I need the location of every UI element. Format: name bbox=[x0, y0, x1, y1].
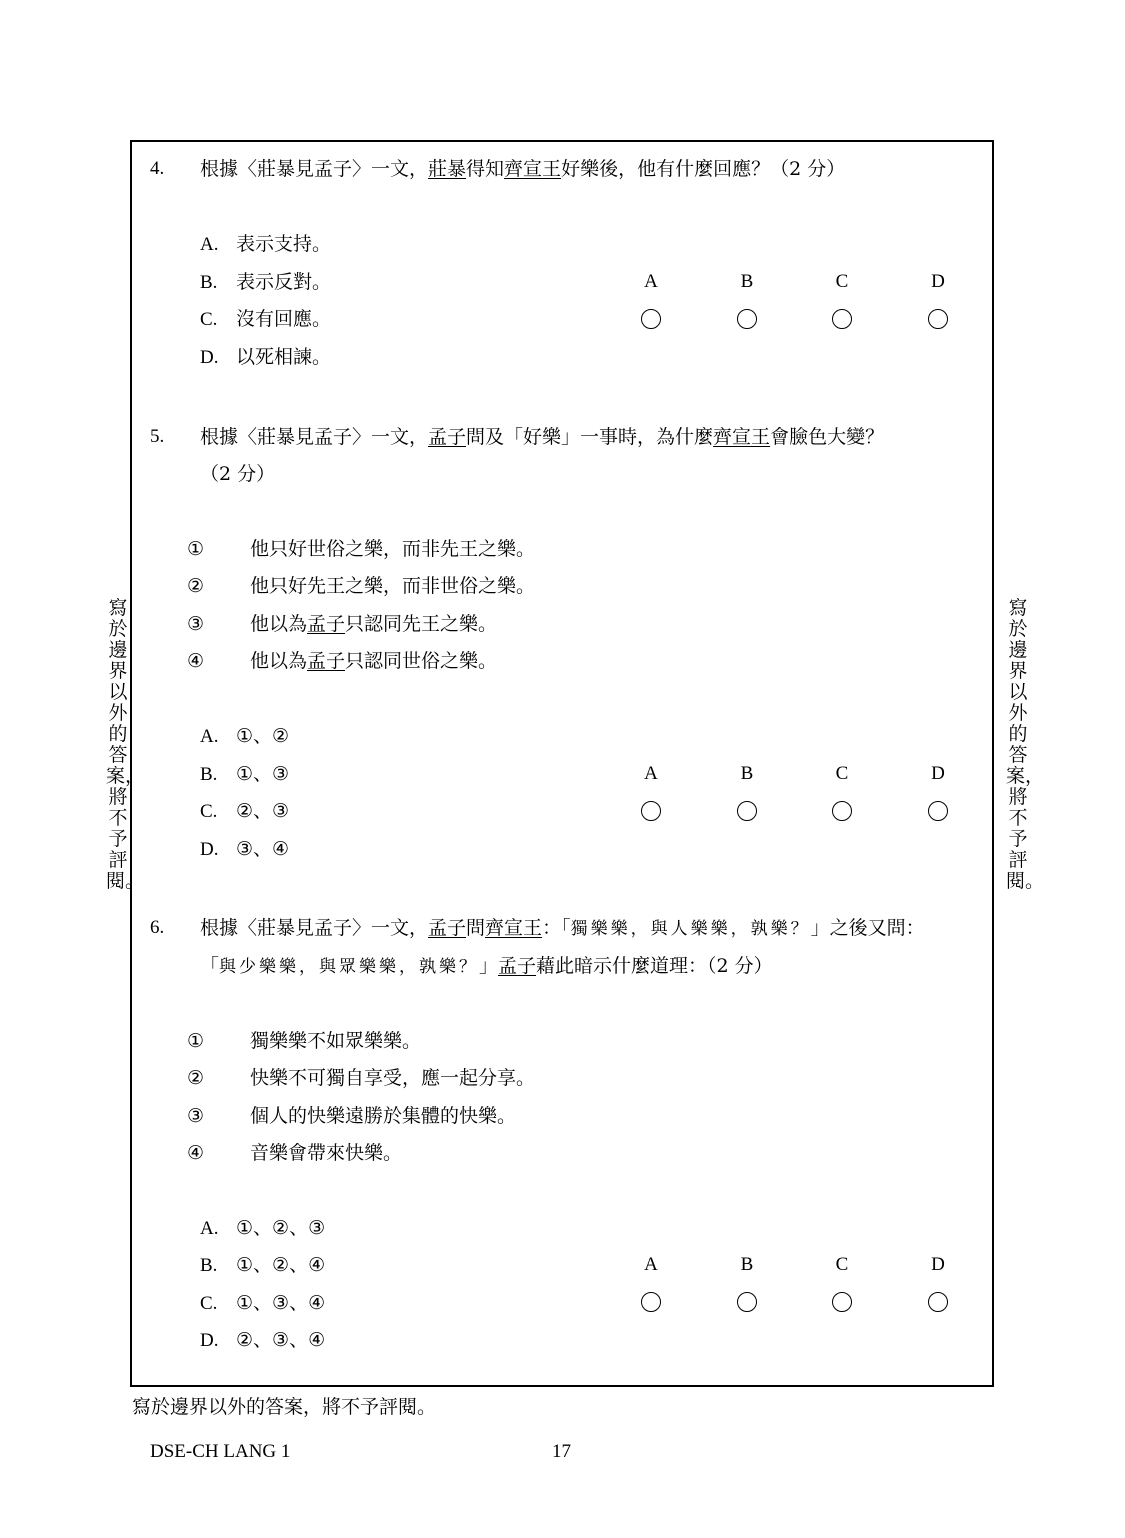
q6-statement-3: ③ 個人的快樂遠勝於集體的快樂。 bbox=[187, 1105, 517, 1127]
q6-choice-label-b: B bbox=[740, 1254, 754, 1275]
q4-choice-label-a: A bbox=[644, 271, 658, 292]
q4-bubble-a[interactable] bbox=[641, 309, 661, 329]
q5-statement-3: ③ 他以為孟子只認同先王之樂。 bbox=[187, 613, 498, 635]
q6-choice-label-c: C bbox=[835, 1254, 849, 1275]
q6-statement-1: ① 獨樂樂不如眾樂樂。 bbox=[187, 1030, 422, 1052]
q6-bubble-c[interactable] bbox=[832, 1292, 852, 1312]
q5-statement-1: ① 他只好世俗之樂，而非先王之樂。 bbox=[187, 538, 536, 560]
q5-option-c: C. ②、③ bbox=[200, 800, 290, 822]
q4-number: 4. bbox=[150, 158, 165, 179]
q4-option-c: C. 沒有回應。 bbox=[200, 308, 332, 330]
q6-statement-2: ② 快樂不可獨自享受，應一起分享。 bbox=[187, 1067, 536, 1089]
q4-option-b: B. 表示反對。 bbox=[200, 271, 332, 293]
q4-stem: 根據〈莊暴見孟子〉一文，莊暴得知齊宣王好樂後，他有什麼回應？（2 分） bbox=[200, 158, 846, 180]
side-note-right: 寫於邊界以外的答案，將不予評閱。 bbox=[1006, 597, 1045, 892]
q6-option-a: A. ①、②、③ bbox=[200, 1217, 326, 1239]
q4-bubble-b[interactable] bbox=[737, 309, 757, 329]
q6-option-c: C. ①、③、④ bbox=[200, 1292, 326, 1314]
q4-bubble-c[interactable] bbox=[832, 309, 852, 329]
q4-option-a: A. 表示支持。 bbox=[200, 233, 332, 255]
q5-bubble-c[interactable] bbox=[832, 801, 852, 821]
q4-choice-label-c: C bbox=[835, 271, 849, 292]
q5-bubble-a[interactable] bbox=[641, 801, 661, 821]
q6-bubble-b[interactable] bbox=[737, 1292, 757, 1312]
q5-choice-label-b: B bbox=[740, 763, 754, 784]
q5-choice-label-d: D bbox=[931, 763, 945, 784]
q4-choice-label-b: B bbox=[740, 271, 754, 292]
q6-option-d: D. ②、③、④ bbox=[200, 1329, 326, 1351]
q4-option-d: D. 以死相諫。 bbox=[200, 346, 332, 368]
q6-stem-line2: 「與少樂樂，與眾樂樂，孰樂？」孟子藉此暗示什麼道理：（2 分） bbox=[200, 955, 773, 977]
q5-option-b: B. ①、③ bbox=[200, 763, 290, 785]
side-note-left: 寫於邊界以外的答案，將不予評閱。 bbox=[106, 597, 145, 892]
q5-choice-label-a: A bbox=[644, 763, 658, 784]
q6-number: 6. bbox=[150, 917, 165, 938]
q6-choice-label-d: D bbox=[931, 1254, 945, 1275]
q5-stem-line2: （2 分） bbox=[200, 463, 276, 485]
q5-bubble-d[interactable] bbox=[928, 801, 948, 821]
q6-stem: 根據〈莊暴見孟子〉一文，孟子問齊宣王：「獨樂樂，與人樂樂，孰樂？」之後又問： bbox=[200, 917, 925, 939]
q6-option-b: B. ①、②、④ bbox=[200, 1254, 326, 1276]
q4-choice-label-d: D bbox=[931, 271, 945, 292]
bottom-margin-note: 寫於邊界以外的答案，將不予評閱。 bbox=[132, 1396, 437, 1418]
q4-bubble-d[interactable] bbox=[928, 309, 948, 329]
q5-statement-2: ② 他只好先王之樂，而非世俗之樂。 bbox=[187, 575, 536, 597]
q5-option-a: A. ①、② bbox=[200, 725, 290, 747]
footer-code: DSE-CH LANG 1 bbox=[150, 1441, 291, 1462]
q5-bubble-b[interactable] bbox=[737, 801, 757, 821]
page-number: 17 bbox=[552, 1441, 571, 1462]
q6-choice-label-a: A bbox=[644, 1254, 658, 1275]
q5-choice-label-c: C bbox=[835, 763, 849, 784]
q5-option-d: D. ③、④ bbox=[200, 838, 290, 860]
q6-bubble-d[interactable] bbox=[928, 1292, 948, 1312]
q5-stem: 根據〈莊暴見孟子〉一文，孟子問及「好樂」一事時，為什麼齊宣王會臉色大變？ bbox=[200, 426, 885, 448]
q6-bubble-a[interactable] bbox=[641, 1292, 661, 1312]
q6-statement-4: ④ 音樂會帶來快樂。 bbox=[187, 1142, 403, 1164]
q5-statement-4: ④ 他以為孟子只認同世俗之樂。 bbox=[187, 650, 498, 672]
q5-number: 5. bbox=[150, 426, 165, 447]
